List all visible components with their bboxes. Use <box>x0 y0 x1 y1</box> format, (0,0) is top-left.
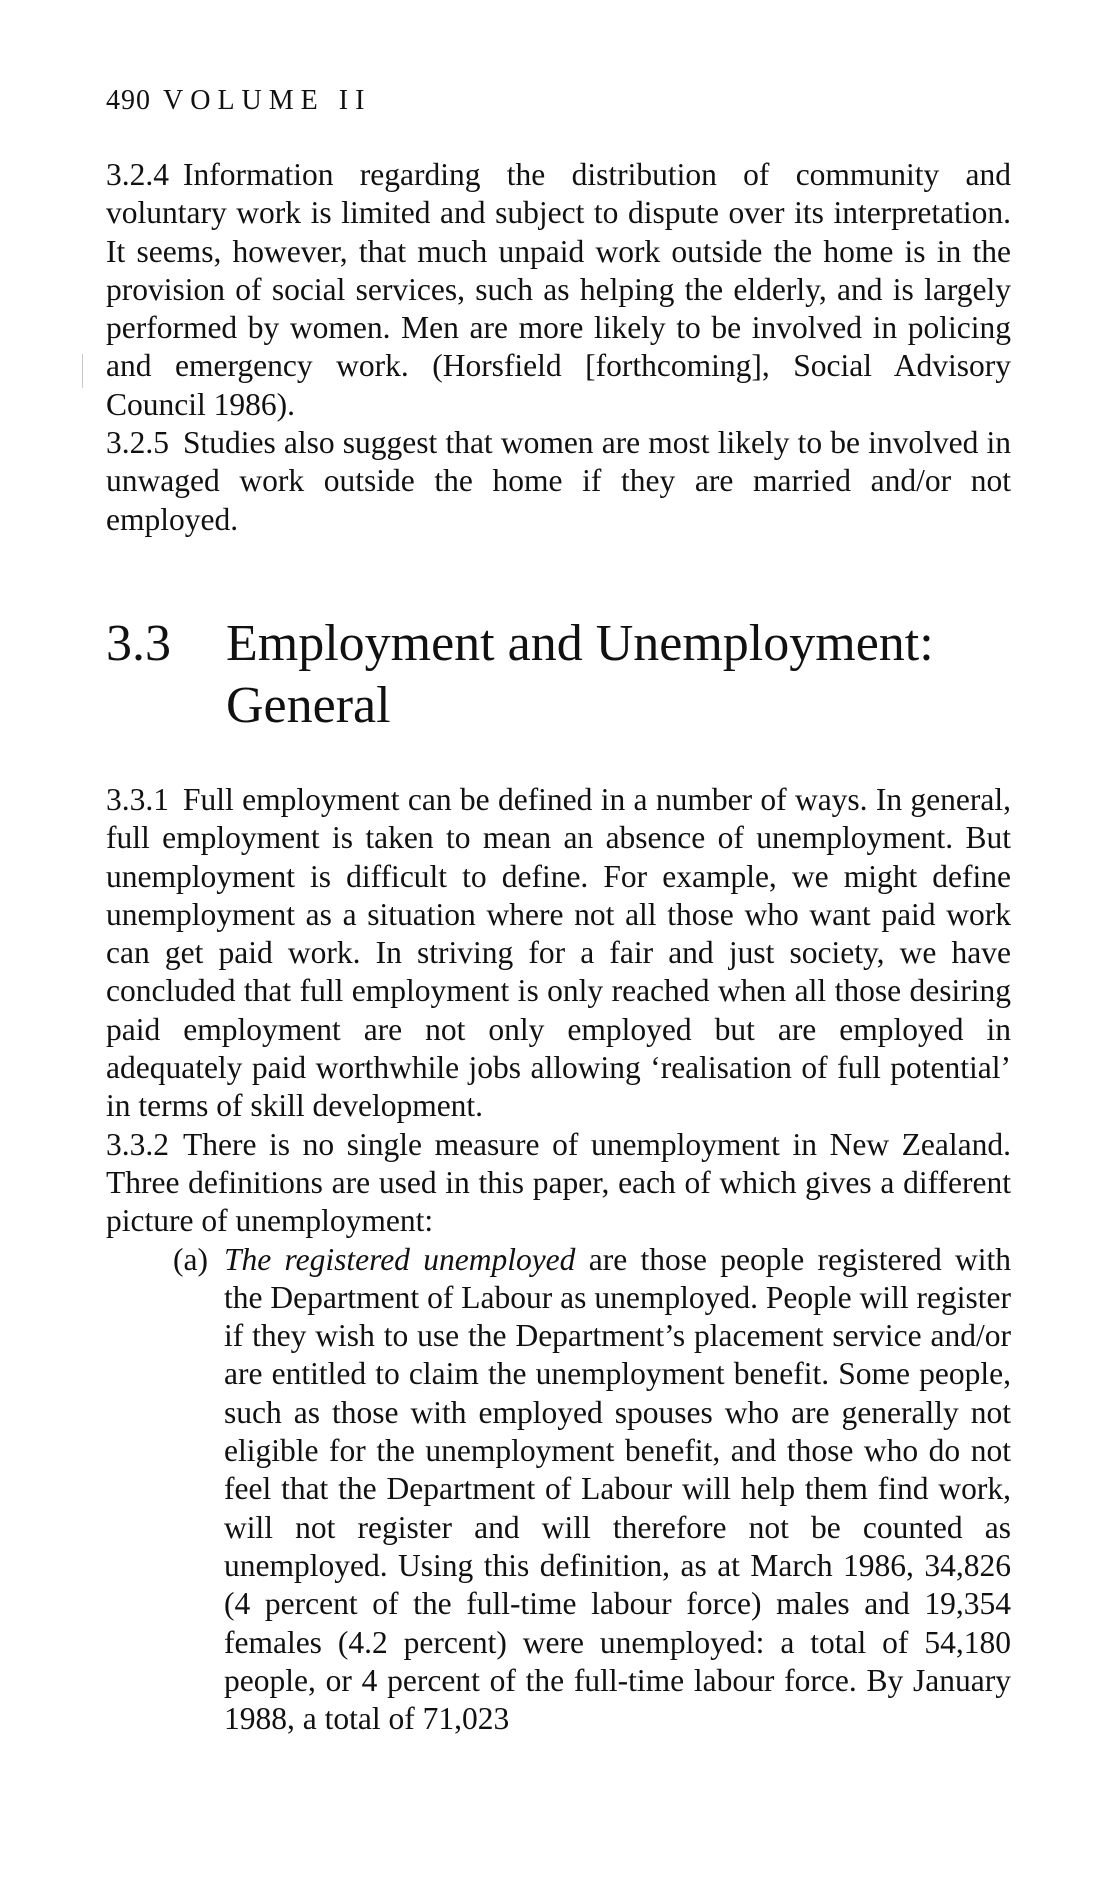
paragraph-3-3-1 <box>106 781 1011 1126</box>
page-number: 490 <box>106 85 151 116</box>
definition-text: are those people registered with the Department of Labour as unemployed. People will register if they wish to use the Department’s placement service and/or are entitled to claim the unemployment benefit. Some people, such as those with employed spouses who are generally not eligible for the unemployment benefit, and those who do not feel that the Department of Labour will help them find work, will not register and will therefore not be counted as unemployed. Using this definition, as at March 1986, 34,826 (4 percent of the full-time labour force) males and 19,354 females (4.2 percent) were unemployed: a total of 54,180 people, or 4 percent of the full-time labour force. By January 1988, a total of 71,023 <box>224 1241 1011 1737</box>
list-marker: (a) <box>173 1241 208 1277</box>
section-title: Employment and Unemployment: General <box>226 614 934 734</box>
paragraph-number: 3.3.1 <box>106 781 169 817</box>
running-head <box>106 84 1011 118</box>
section-number: 3.3 <box>106 614 171 672</box>
defined-term: The registered unemployed <box>224 1241 576 1277</box>
paragraph-text: There is no single measure of unemployment in New Zealand. Three definitions are used in this paper, each of which gives a different picture of unemployment: <box>106 1126 1011 1239</box>
paragraph-text: Full employment can be defined in a number of ways. In general, full employment is taken to mean an absence of unemployment. But unemployment is difficult to define. For example, we might define unemployment as a situation where not all those who want paid work can get paid work. In striving for a fair and just society, we have concluded that full employment is only reached when all those desiring paid employment are not only employed but are employed in adequately paid worthwhile jobs allowing ‘realisation of full potential’ in terms of skill development. <box>106 781 1011 1124</box>
paragraph-text: Studies also suggest that women are most likely to be involved in unwaged work outside the home if they are married and/or not employed. <box>106 425 1011 537</box>
document-page <box>106 84 1011 1738</box>
list-item <box>106 1241 1011 1739</box>
margin-mark <box>82 354 83 388</box>
section-heading <box>106 613 1011 737</box>
paragraph-text: Information regarding the distribution of community and voluntary work is limited and subject to dispute over its interpretation. It seems, however, that much unpaid work outside the home is in the provision of social services, such as helping the elderly, and is largely performed by women. Men are more likely to be involved in policing and emergency work. (Horsfield [forthcoming], Social Advisory Council 1986). <box>106 157 1011 422</box>
paragraph-number: 3.3.2 <box>106 1126 169 1162</box>
paragraph-3-2-5 <box>106 424 1011 539</box>
volume-label: VOLUME II <box>163 85 372 116</box>
paragraph-3-3-2 <box>106 1126 1011 1241</box>
paragraph-number: 3.2.5 <box>106 425 169 461</box>
list-item-text <box>224 1241 1011 1739</box>
paragraph-3-2-4 <box>106 156 1011 424</box>
paragraph-number: 3.2.4 <box>106 157 169 192</box>
